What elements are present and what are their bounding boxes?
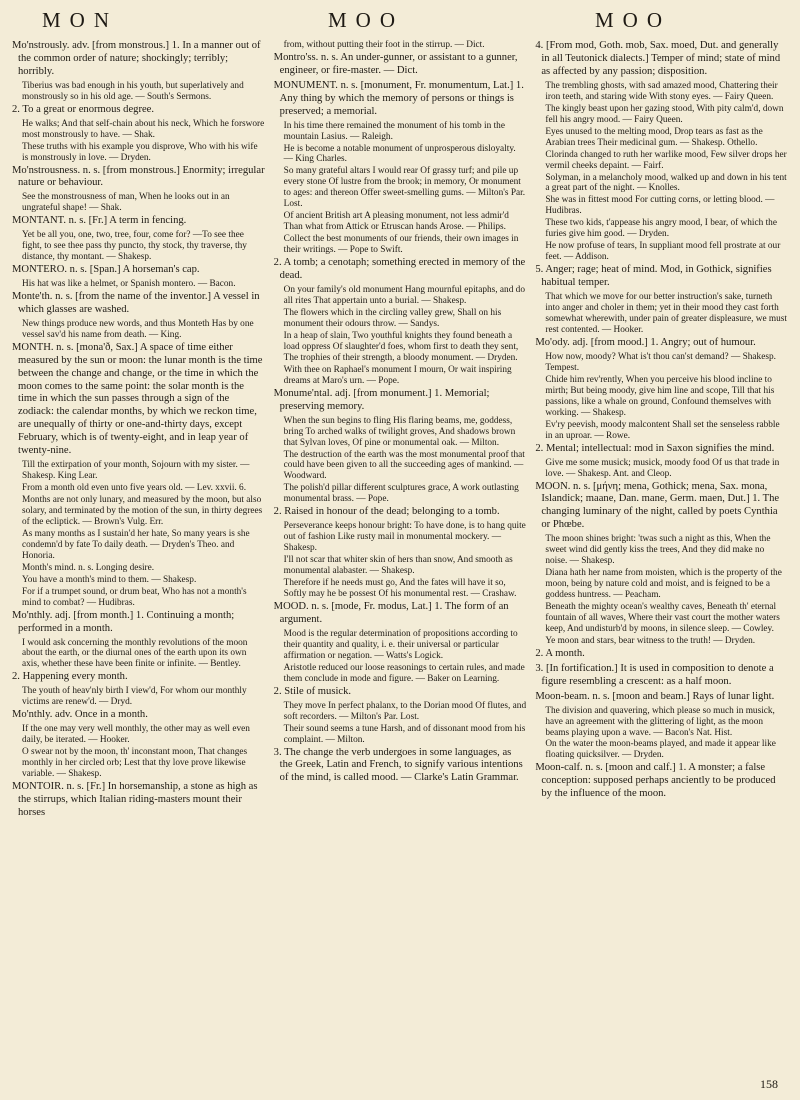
header-middle: MOO <box>328 8 405 32</box>
dictionary-entry: 2. Stile of musick. <box>273 685 352 697</box>
quotation: If the one may very well monthly, the other may as well even daily, be iterated. — Hooker. <box>22 724 250 746</box>
quotation: In a heap of slain, Two youthful knights they found beneath a load oppress Of slaughter'd foes, whom first to death they sent, The trophies of their strength, a bloody monument. — Dryden. <box>283 330 519 363</box>
dictionary-entry: MONTANT. n. s. [Fr.] A term in fencing. <box>12 215 187 227</box>
quotation: He walks; And that self-chain about his neck, Which he forswore most monstrously to have. — Shak. <box>22 118 265 140</box>
dictionary-entry: 3. The change the verb undergoes in some languages, as the Greek, Latin and French, to signify various intentions of the mind, is called mood. — Clarke's Latin Grammar. <box>273 746 523 784</box>
quotation: I would ask concerning the monthly revolutions of the moon about the earth, or the diurnal ones of the earth upon its own axis, whether these have been finite or infinite. — Bentley. <box>22 637 248 670</box>
dictionary-columns <box>12 40 788 1075</box>
quotation: For if a trumpet sound, or drum beat, Who has not a month's mind to combat? — Hudibras. <box>22 586 247 608</box>
quotation: The kingly beast upon her gazing stood, With pity calm'd, down fell his angry mood. — Fairy Queen. <box>545 103 784 125</box>
quotation: From a month old even unto five years old. — Lev. xxvii. 6. <box>22 483 247 494</box>
quotation: I'll not scar that whiter skin of hers than snow, And smooth as monumental alabaster. — Shakesp. <box>283 555 513 577</box>
quotation: Mood is the regular determination of propositions according to their quantity and quality, i. e. their universal or particular affirmation or negation. — Watts's Logick. <box>283 628 518 661</box>
quotation: See the monstrousness of man, When he looks out in an ungrateful shape! — Shak. <box>22 192 230 214</box>
dictionary-entry: 2. Raised in honour of the dead; belonging to a tomb. <box>273 506 500 518</box>
quotation: In his time there remained the monument of his tomb in the mountain Lasius. — Raleigh. <box>283 120 505 142</box>
quotation: Give me some musick; musick, moody food Of us that trade in love. — Shakesp. Ant. and Cleop. <box>545 457 780 479</box>
dictionary-entry: 2. Mental; intellectual: mod in Saxon signifies the mind. <box>535 442 775 454</box>
quotation: The destruction of the earth was the most monumental proof that could have been given to all the succeeding ages of mankind. — Woodward. <box>283 449 525 482</box>
quotation: The polish'd pillar different sculptures grace, A work outlasting monumental brass. — Pope. <box>283 483 519 505</box>
quotation: You have a month's mind to them. — Shakesp. <box>22 574 197 585</box>
dictionary-entry: 2. Happening every month. <box>12 671 128 683</box>
dictionary-entry: Mo'nthly. adj. [from month.] 1. Continuing a month; performed in a month. <box>12 609 235 634</box>
dictionary-entry: 2. A month. <box>535 647 585 659</box>
quotation: His hat was like a helmet, or Spanish montero. — Bacon. <box>22 279 236 290</box>
dictionary-entry: 2. To a great or enormous degree. <box>12 103 155 115</box>
quotation: Their sound seems a tune Harsh, and of dissonant mood from his complaint. — Milton. <box>283 723 526 745</box>
quotation: Of ancient British art A pleasing monument, not less admir'd Than what from Attick or Etruscan hands Arose. — Philips. <box>283 211 509 233</box>
quotation: Till the extirpation of your month, Sojourn with my sister. — Shakesp. King Lear. <box>22 460 250 482</box>
dictionary-entry: Mo'nstrously. adv. [from monstrous.] 1. In a manner out of the common order of nature; shockingly; terribly; horribly. <box>12 40 261 77</box>
dictionary-entry: 2. A tomb; a cenotaph; something erected in memory of the dead. <box>273 257 526 282</box>
dictionary-entry: Moon-calf. n. s. [moon and calf.] 1. A monster; a false conception: supposed perhaps anciently to be produced by the influence of the moon. <box>535 762 776 800</box>
dictionary-entry: MONUMENT. n. s. [monument, Fr. monumentum, Lat.] 1. Any thing by which the memory of persons or things is preserved; a memorial. <box>273 79 524 117</box>
quotation: When the sun begins to fling His flaring beams, me, goddess, bring To arched walks of twilight groves, And shadows brown that Sylvan loves, Of pine or monumental oak. — Milton. <box>283 415 516 448</box>
quotation: Yet be all you, one, two, tree, four, come for? —To see thee fight, to see thee pass thy puncto, thy stock, thy traverse, thy distance, thy montant. — Shakesp. <box>22 230 247 263</box>
quotation: Month's mind. n. s. Longing desire. <box>22 562 155 573</box>
quotation: So many grateful altars I would rear Of grassy turf; and pile up every stone Of lustre from the brook; in memory, Or monument to ages: and thereon Offer sweet-smelling gums. — Milton's Par. Lost. <box>283 166 526 210</box>
quotation: These two kids, t'appease his angry mood, I bear, of which the furies give him good. — Dryden. <box>545 218 777 240</box>
quotation: Perseverance keeps honour bright: To have done, is to hang quite out of fashion Like rusty mail in monumental mockery. — Shakesp. <box>283 521 526 554</box>
header-left: MON <box>42 8 119 32</box>
column-2 <box>274 40 527 1075</box>
column-1 <box>12 40 265 1075</box>
dictionary-entry: Monte'th. n. s. [from the name of the inventor.] A vessel in which glasses are washed. <box>12 291 260 315</box>
dictionary-entry: Montro'ss. n. s. An under-gunner, or assistant to a gunner, engineer, or fire-master. — Dict. <box>273 51 518 76</box>
page-number: 158 <box>760 1077 778 1091</box>
quotation: On your family's old monument Hang mournful epitaphs, and do all rites That appertain unto a burial. — Shakesp. <box>283 285 525 307</box>
running-header <box>0 8 800 38</box>
quotation: She was in fittest mood For cutting corns, or letting blood. — Hudibras. <box>545 195 775 217</box>
quotation: Collect the best monuments of our friends, their own images in their writings. — Pope to Swift. <box>283 234 519 256</box>
quotation: Diana hath her name from moisten, which is the property of the moon, being by nature cold and moist, and is feigned to be a goddess huntress. — Peacham. <box>545 568 782 601</box>
quotation: Ye moon and stars, bear witness to the truth! — Dryden. <box>545 635 756 646</box>
quotation: That which we move for our better instruction's sake, turneth into anger and choler in them; yet in their mood they cast forth somewhat wherewith, under pain of greater displeasure, we must rest contented. — Hooker. <box>545 292 787 336</box>
quotation: Months are not only lunary, and measured by the moon, but also solary, and terminated by the motion of the sun, in thirty degrees of the ecliptick. — Brown's Vulg. Err. <box>22 494 263 527</box>
quotation: The moon shines bright: 'twas such a night as this, When the sweet wind did gently kiss the trees, And they did make no noise. — Shakesp. <box>545 534 771 567</box>
quotation: Eyes unused to the melting mood, Drop tears as fast as the Arabian trees Their medicinal gum. — Shakesp. Othello. <box>545 126 763 148</box>
dictionary-entry: Mo'nthly. adv. Once in a month. <box>12 709 148 721</box>
quotation: The division and quavering, which please so much in musick, have an agreement with the glittering of light, as the moon beams playing upon a wave. — Bacon's Nat. Hist. <box>545 705 775 738</box>
quotation: With thee on Raphael's monument I mourn, Or wait inspiring dreams at Maro's urn. — Pope. <box>283 364 512 386</box>
quotation: Aristotle reduced our loose reasonings to certain rules, and made them conclude in mode and figure. — Baker on Learning. <box>283 662 525 684</box>
quotation: Ev'ry peevish, moody malcontent Shall set the senseless rabble in an uproar. — Rowe. <box>545 419 780 441</box>
dictionary-entry: MONTH. n. s. [mona'ð, Sax.] A space of time either measured by the sun or moon: the lunar month is the time between the change and change, or the time in which the moon comes to the same point: the solar month is the time in which the sun passes through a sign of the zodiack: the calendar months, by which we reckon time, are unequally of thirty or one-and-thirty days, except February, which is of twenty-eight, and in leap year of twenty-nine. <box>12 341 263 457</box>
quotation: How now, moody? What is't thou can'st demand? — Shakesp. Tempest. <box>545 351 776 373</box>
dictionary-entry: MONTERO. n. s. [Span.] A horseman's cap. <box>12 264 200 276</box>
quotation: Solyman, in a melancholy mood, walked up and down in his tent a great part of the night. — Knolles. <box>545 172 787 194</box>
quotation: Clorinda changed to ruth her warlike mood, Few silver drops her vermil cheeks depaint. — Fairf. <box>545 149 787 171</box>
quotation: The youth of heav'nly birth I view'd, For whom our monthly victims are renew'd. — Dryd. <box>22 686 247 708</box>
dictionary-entry: MOON. n. s. [μήνη; mena, Gothick; mena, Sax. mona, Islandick; maane, Dan. mane, Germ. maen, Dut.] 1. The changing luminary of the night, called by poets Cynthia or Phœbe. <box>535 480 780 531</box>
quotation: New things produce new words, and thus Monteth Has by one vessel sav'd his name from death. — King. <box>22 318 254 340</box>
quotation: He is become a notable monument of unprosperous disloyalty. — King Charles. <box>283 143 516 165</box>
quotation: O swear not by the moon, th' inconstant moon, That changes monthly in her circled orb; Lest that thy love prove likewise variable. — Shakesp. <box>22 747 248 780</box>
dictionary-entry: MOOD. n. s. [mode, Fr. modus, Lat.] 1. The form of an argument. <box>273 601 509 625</box>
quotation: Beneath the mighty ocean's wealthy caves, Beneath th' eternal fountain of all waves, Where their vast court the mother waters keep, And undisturb'd by moons, in silence sleep. — Cowley. <box>545 602 780 634</box>
dictionary-entry: MONTOIR. n. s. [Fr.] In horsemanship, a stone as high as the stirrups, which Italian riding-masters mount their horses <box>12 781 258 818</box>
dictionary-entry: Monume'ntal. adj. [from monument.] 1. Memorial; preserving memory. <box>273 387 490 412</box>
quotation: As many months as I sustain'd her hate, So many years is she condemn'd by fate To daily death. — Dryden's Theo. and Honoria. <box>22 528 250 561</box>
dictionary-entry: 3. [In fortification.] It is used in composition to denote a figure resembling a crescent: as a half moon. <box>535 662 774 687</box>
quotation: Chide him rev'rently, When you perceive his blood incline to mirth; But being moody, give him line and scope, Till that his passions, like a whale on ground, Confound themselves with working. — Shakesp. <box>545 374 775 418</box>
quotation: They move In perfect phalanx, to the Dorian mood Of flutes, and soft recorders. — Milton's Par. Lost. <box>283 700 527 722</box>
quotation: The trembling ghosts, with sad amazed mood, Chattering their iron teeth, and staring wide With stony eyes. — Fairy Queen. <box>545 80 778 102</box>
quotation: He now profuse of tears, In suppliant mood fell prostrate at our feet. — Addison. <box>545 241 781 263</box>
dictionary-entry: Moon-beam. n. s. [moon and beam.] Rays of lunar light. <box>535 690 775 702</box>
quotation: Tiberius was bad enough in his youth, but superlatively and monstrously so in his old age. — South's Sermons. <box>22 80 244 102</box>
column-3 <box>535 40 788 1075</box>
dictionary-entry: 5. Anger; rage; heat of mind. Mod, in Gothick, signifies habitual temper. <box>535 264 772 289</box>
quotation: The flowers which in the circling valley grew, Shall on his monument their odours throw. — Sandys. <box>283 307 502 329</box>
dictionary-entry: Mo'nstrousness. n. s. [from monstrous.] Enormity; irregular nature or behaviour. <box>12 164 265 189</box>
quotation: Therefore if he needs must go, And the fates will have it so, Softly may he be possest Of his monumental rest. — Crashaw. <box>283 578 517 600</box>
header-right: MOO <box>595 8 672 32</box>
quotation: These truths with his example you disprove, Who with his wife is monstrously in love. — Dryden. <box>22 141 258 163</box>
dictionary-entry: 4. [From mod, Goth. mob, Sax. moed, Dut. and generally in all Teutonick dialects.] Temper of mind; state of mind as affected by any passion; disposition. <box>535 40 781 77</box>
quotation: On the water the moon-beams played, and made it appear like floating quicksilver. — Dryden. <box>545 739 776 761</box>
quotation: from, without putting their foot in the stirrup. — Dict. <box>283 40 485 50</box>
dictionary-entry: Mo'ody. adj. [from mood.] 1. Angry; out of humour. <box>535 336 756 348</box>
